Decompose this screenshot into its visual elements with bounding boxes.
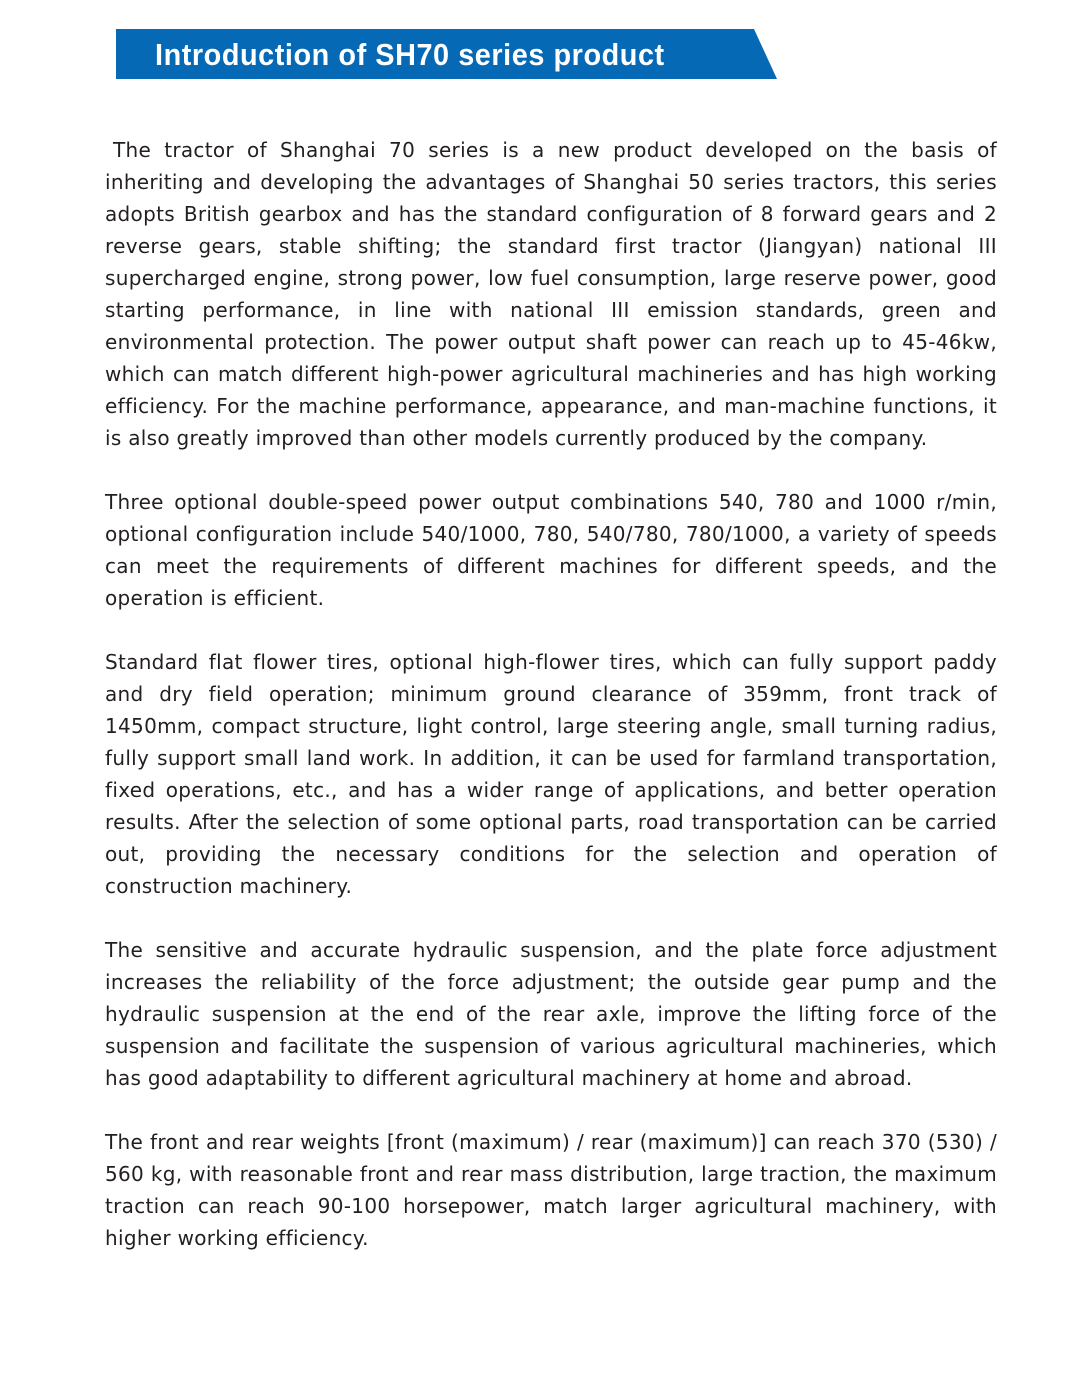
paragraph-power-output: Three optional double-speed power output combinations 540, 780 and 1000 r/min, optional configuration include 540/1000, 780, 540/780, 780/1000, a variety of speeds can meet the requirements of different machines for different speeds, and the operation is efficient.: [105, 490, 997, 610]
intro-body: [105, 134, 997, 1286]
page-title: Introduction of SH70 series product: [155, 37, 665, 72]
paragraph-weights: The front and rear weights [front (maximum) / rear (maximum)] can reach 370 (530) / 560 kg, with reasonable front and rear mass distribution, large traction, the maximum traction can reach 90-100 horsepower, match larger agricultural machinery, with higher working efficiency.: [105, 1130, 997, 1250]
paragraph-overview: The tractor of Shanghai 70 series is a new product developed on the basis of inheriting and developing the advantages of Shanghai 50 series tractors, this series adopts British gearbox and has the standard configuration of 8 forward gears and 2 reverse gears, stable shifting; the standard first tractor (Jiangyan) national III supercharged engine, strong power, low fuel consumption, large reserve power, good starting performance, in line with national III emission standards, green and environmental protection. The power output shaft power can reach up to 45-46kw, which can match different high-power agricultural machineries and has high working efficiency. For the machine performance, appearance, and man-machine functions, it is also greatly improved than other models currently produced by the company.: [105, 138, 997, 450]
paragraph-hydraulic-suspension: The sensitive and accurate hydraulic suspension, and the plate force adjustment increases the reliability of the force adjustment; the outside gear pump and the hydraulic suspension at the end of the rear axle, improve the lifting force of the suspension and facilitate the suspension of various agricultural machineries, which has good adaptability to different agricultural machinery at home and abroad.: [105, 938, 997, 1090]
paragraph-tires: Standard flat flower tires, optional high-flower tires, which can fully support paddy and dry field operation; minimum ground clearance of 359mm, front track of 1450mm, compact structure, light control, large steering angle, small turning radius, fully support small land work. In addition, it can be used for farmland transportation, fixed operations, etc., and has a wider range of applications, and better operation results. After the selection of some optional parts, road transportation can be carried out, providing the necessary conditions for the selection and operation of construction machinery.: [105, 650, 997, 898]
